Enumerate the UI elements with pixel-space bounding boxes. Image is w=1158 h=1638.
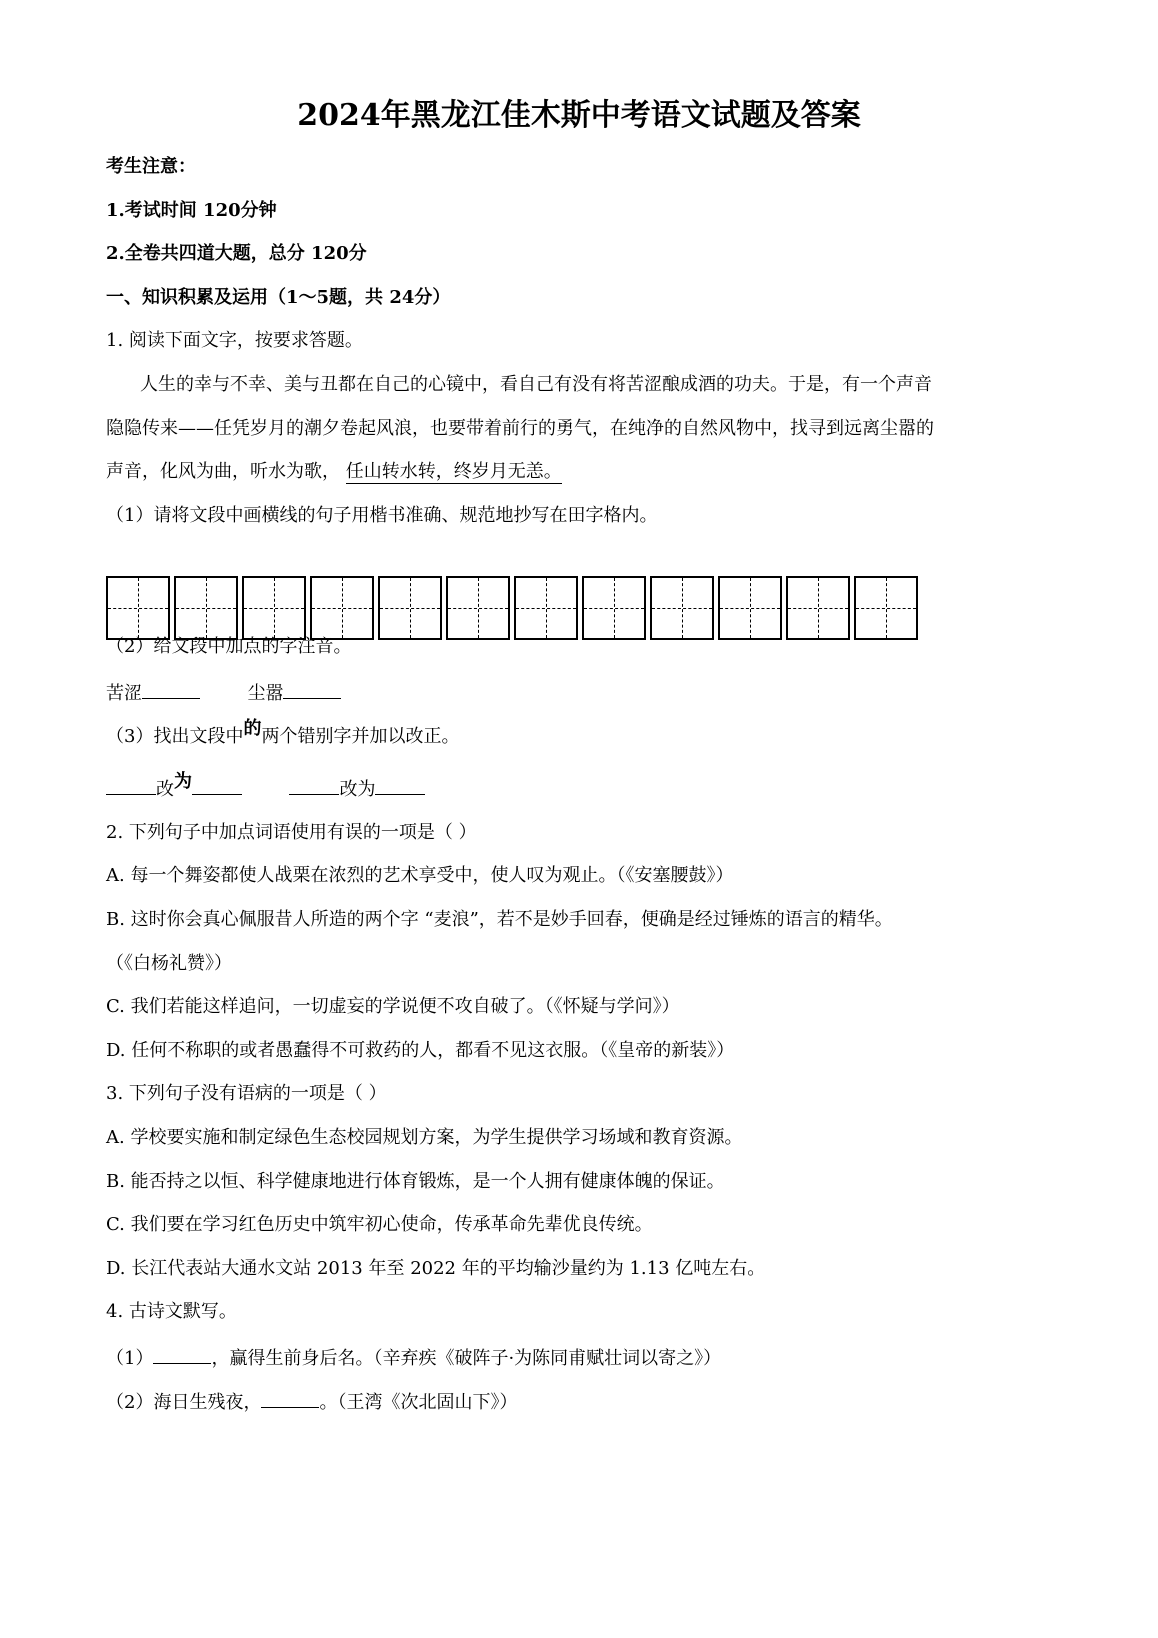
notice-item-time: 1.考试时间 120分钟 [106, 200, 277, 221]
notice-heading: 考生注意： [106, 156, 196, 177]
q1-paragraph-line3-prefix: 声音，化风为曲，听水为歌， [106, 461, 340, 482]
q3-option-c[interactable]: C. 我们要在学习红色历史中筑牢初心使命，传承革命先辈优良传统。 [106, 1214, 653, 1235]
tianzige-grid[interactable] [106, 576, 918, 640]
correct-char-blank-1[interactable] [192, 774, 242, 795]
word-chenxiao: 尘嚣 [247, 683, 284, 704]
q1-paragraph-line3 [106, 459, 562, 485]
q1-sub3 [106, 718, 460, 750]
q4-sub2-text: （2）海日生残夜， [106, 1392, 262, 1413]
q2-option-a[interactable]: A. 每一个舞姿都使人战栗在浓烈的艺术享受中，使人叹为观止。（《安塞腰鼓》） [106, 865, 734, 886]
tianzige-cell[interactable] [718, 576, 782, 640]
q1-sub3-raised-char: 的 [243, 718, 262, 739]
q4-sub1-text: ，赢得生前身后名。（辛弃疾《破阵子·为陈同甫赋壮词以寄之》） [211, 1348, 722, 1369]
q1-sub3-text-after: 两个错别字并加以改正。 [261, 726, 460, 747]
tianzige-cell[interactable] [582, 576, 646, 640]
wrong-char-blank-2[interactable] [289, 774, 339, 795]
wei-label: 为 [174, 771, 192, 792]
tianzige-cell[interactable] [854, 576, 918, 640]
q4-sub2 [106, 1387, 517, 1416]
tianzige-cell[interactable] [106, 576, 170, 640]
tianzige-cell[interactable] [174, 576, 238, 640]
q1-sub2: （2）给文段中加点的字注音。 [106, 636, 352, 657]
tianzige-cell[interactable] [446, 576, 510, 640]
tianzige-cell[interactable] [650, 576, 714, 640]
gaiwei-label: 改为 [339, 779, 376, 800]
tianzige-cell[interactable] [514, 576, 578, 640]
q1-stem: 1. 阅读下面文字，按要求答题。 [106, 330, 363, 351]
q2-option-d[interactable]: D. 任何不称职的或者愚蠢得不可救药的人，都看不见这衣服。（《皇帝的新装》） [106, 1040, 735, 1061]
q2-option-c[interactable]: C. 我们若能这样追问，一切虚妄的学说便不攻自破了。（《怀疑与学问》） [106, 996, 680, 1017]
q2-stem: 2. 下列句子中加点词语使用有误的一项是（ ） [106, 822, 477, 843]
q3-option-a[interactable]: A. 学校要实施和制定绿色生态校园规划方案，为学生提供学习场域和教育资源。 [106, 1127, 743, 1148]
q2-option-b[interactable]: B. 这时你会真心佩服昔人所造的两个字 “麦浪”，若不是妙手回春，便确是经过锤炼的语言的精华。 [106, 909, 893, 930]
q4-stem: 4. 古诗文默写。 [106, 1301, 237, 1322]
q1-underlined-sentence: 任山转水转，终岁月无恙。 [345, 461, 562, 482]
q2-option-b-source: （《白杨礼赞》） [106, 953, 232, 974]
q4-sub1-blank[interactable] [153, 1343, 211, 1364]
pinyin-blank-2[interactable] [283, 678, 341, 699]
q1-paragraph-line1: 人生的幸与不幸、美与丑都在自己的心镜中，看自己有没有将苦涩酿成酒的功夫。于是，有一个声音 [140, 374, 932, 395]
q3-option-b[interactable]: B. 能否持之以恒、科学健康地进行体育锻炼，是一个人拥有健康体魄的保证。 [106, 1171, 725, 1192]
q4-sub2-source: 。（王湾《次北固山下》） [319, 1392, 518, 1413]
q3-stem: 3. 下列句子没有语病的一项是（ ） [106, 1083, 387, 1104]
q4-sub1-number: （1） [106, 1348, 154, 1369]
tianzige-cell[interactable] [310, 576, 374, 640]
wrong-char-blank-1[interactable] [106, 774, 156, 795]
q1-correction-row [106, 771, 425, 803]
gai-label: 改 [156, 779, 174, 800]
tianzige-cell[interactable] [378, 576, 442, 640]
section-heading: 一、知识积累及运用（1～5题，共 24分） [106, 287, 451, 308]
q3-option-d[interactable]: D. 长江代表站大通水文站 2013 年至 2022 年的平均输沙量约为 1.13 亿吨左右。 [106, 1258, 766, 1279]
tianzige-cell[interactable] [786, 576, 850, 640]
q1-pinyin-row [106, 678, 341, 707]
tianzige-cell[interactable] [242, 576, 306, 640]
q1-sub3-text-before: （3）找出文段中 [106, 726, 244, 747]
word-kuse: 苦涩 [106, 683, 142, 704]
page-title: 2024年黑龙江佳木斯中考语文试题及答案 [297, 98, 861, 133]
q4-sub1 [106, 1343, 721, 1372]
correct-char-blank-2[interactable] [375, 774, 425, 795]
q4-sub2-blank[interactable] [261, 1387, 319, 1408]
notice-item-score: 2.全卷共四道大题，总分 120分 [106, 243, 367, 264]
pinyin-blank-1[interactable] [142, 678, 200, 699]
q1-paragraph-line2: 隐隐传来——任凭岁月的潮夕卷起风浪，也要带着前行的勇气，在纯净的自然风物中，找寻到远离尘嚣的 [106, 418, 934, 439]
q1-sub1: （1）请将文段中画横线的句子用楷书准确、规范地抄写在田字格内。 [106, 505, 658, 526]
